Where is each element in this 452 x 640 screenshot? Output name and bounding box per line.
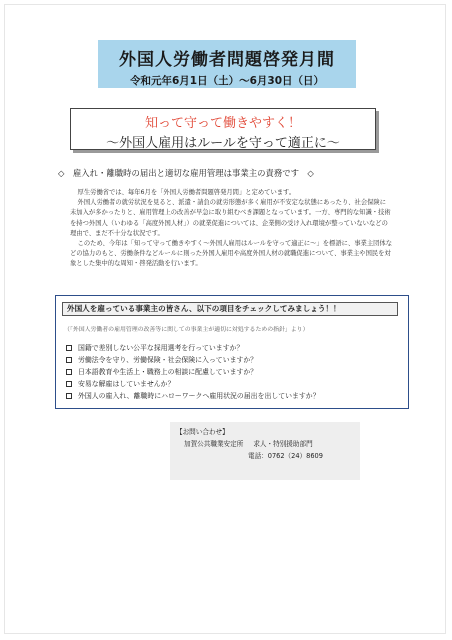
checklist-item	[66, 366, 320, 378]
checklist-item-text: 労働法令を守り、労働保険・社会保険に入っていますか？	[78, 356, 258, 364]
slogan-box	[70, 108, 376, 150]
title-banner	[98, 40, 356, 88]
checkbox-icon	[66, 369, 72, 375]
checkbox-icon	[66, 381, 72, 387]
contact-office-name: 加賀公共職業安定所	[184, 440, 244, 448]
campaign-date: 令和元年6月1日（土）～6月30日（日）	[129, 75, 325, 87]
checklist-item-text: 外国人の雇入れ、離職時にハローワークへ雇用状況の届出を出していますか？	[78, 392, 320, 400]
body-text	[70, 188, 392, 270]
body-paragraph: 外国人労働者の就労状況を見ると、派遣・請負の就労形態が多く雇用が不安定な状態にあったり、社会保険に未加入が多かったりと、雇用管理上の改善が早急に取り組むべき課題となっています。一方、専門的な知識・技術を持つ外国人（いわゆる「高度外国人材」）の就業促進については、企業側の受け入れ環境が整っていないなどの理由で、まだ不十分な状況です。	[70, 199, 391, 237]
checkbox-icon	[66, 393, 72, 399]
page-title: 外国人労働者問題啓発月間	[119, 50, 335, 70]
contact-label: 【お問い合わせ】	[176, 428, 229, 436]
checklist-header: 外国人を雇っている事業主の皆さん、以下の項目をチェックしてみましょう！！	[62, 302, 398, 316]
checkbox-icon	[66, 345, 72, 351]
checklist-source-note: （「外国人労働者の雇用管理の改善等に関しての事業主が適切に対処するための指針」より）	[64, 327, 309, 333]
slogan-line-2: ～外国人雇用はルールを守って適正に～	[106, 136, 340, 151]
body-paragraph: このため、今年は「知って守って働きやすく～外国人雇用はルールを守って適正に～」を標語に、事業主団体などの協力のもと、労働条件などルールに則った外国人雇用や高度外国人材の就職促進について、事業主や国民を対象とした集中的な周知・啓発活動を行います。	[70, 240, 393, 268]
checklist-item	[66, 342, 320, 354]
checkbox-icon	[66, 357, 72, 363]
contact-office	[184, 438, 313, 448]
checklist-box	[55, 295, 409, 409]
checklist-item-text: 安易な解雇はしていませんか？	[78, 380, 175, 388]
checklist-item-text: 国籍で差別しない公平な採用選考を行っていますか？	[78, 344, 244, 352]
checklist-item	[66, 354, 320, 366]
section-heading: ◇ 雇入れ・離職時の届出と適切な雇用管理は事業主の責務です ◇	[58, 168, 314, 178]
checklist-item	[66, 378, 320, 390]
contact-phone: 電話：0762（24）8609	[248, 452, 323, 460]
slogan-line-1: 知って守って働きやすく！	[144, 116, 301, 131]
body-paragraph: 厚生労働省では、毎年6月を「外国人労働者問題啓発月間」と定めています。	[77, 189, 296, 196]
checklist-item-text: 日本語教育や生活上・職務上の相談に配慮していますか？	[78, 368, 258, 376]
contact-box	[170, 422, 360, 480]
checklist-item	[66, 390, 320, 402]
contact-department: 求人・特別援助部門	[253, 440, 313, 448]
checklist-items	[66, 342, 320, 402]
